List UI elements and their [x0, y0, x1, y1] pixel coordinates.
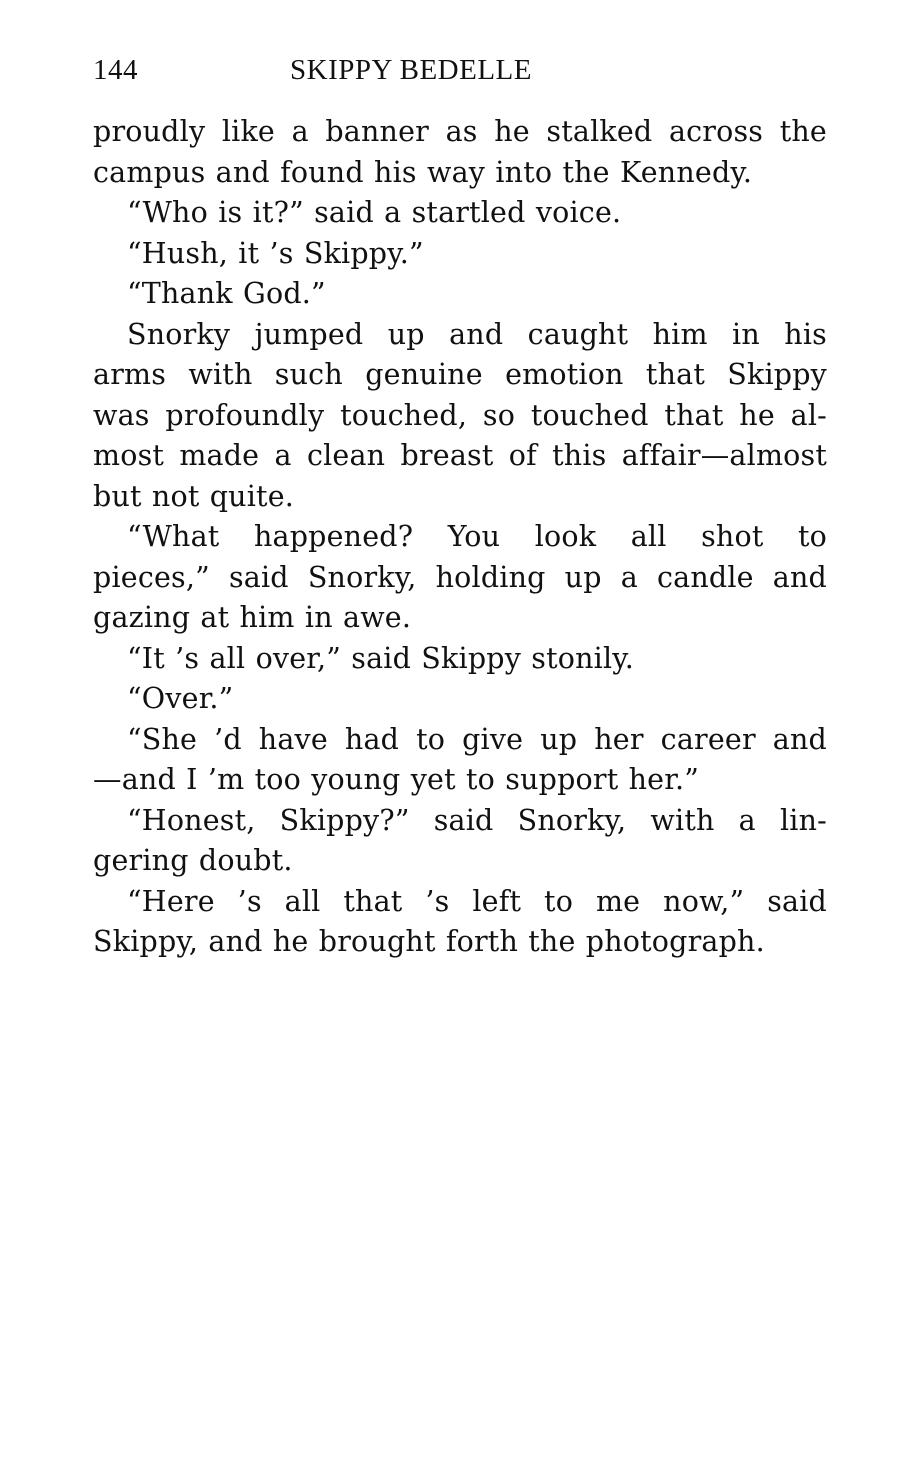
text-line: “It ’s all over,” said Skippy stonily.	[127, 641, 635, 675]
page-header	[93, 50, 633, 90]
text-line: “What happened? You look all shot to	[127, 520, 827, 553]
body-text	[93, 112, 827, 963]
text-line: “She ’d have had to give up her career and	[127, 722, 827, 756]
text-line: Snorky jumped up and caught him in his	[127, 317, 827, 351]
text-line: “Hush, it ’s Skippy.”	[127, 236, 424, 270]
text-line: “Who is it?” said a startled voice.	[127, 196, 622, 229]
text-line: pieces,” said Snorky, holding up a candle and	[93, 560, 827, 594]
text-line: arms with such genuine emotion that Skippy	[93, 358, 827, 391]
text-line: “Thank God.”	[127, 277, 326, 310]
text-line: campus and found his way into the Kennedy.	[93, 155, 753, 189]
text-line: most made a clean breast of this affair—almost	[93, 439, 827, 472]
text-line: but not quite.	[93, 479, 295, 513]
text-line: gering doubt.	[93, 844, 293, 877]
running-head: SKIPPY BEDELLE	[290, 54, 532, 86]
text-line: was profoundly touched, so touched that he al-	[93, 398, 827, 432]
text-line: “Over.”	[127, 682, 234, 715]
text-line: —and I ’m too young yet to support her.”	[93, 763, 699, 796]
text-line: Skippy, and he brought forth the photograph.	[93, 925, 765, 958]
text-line: “Here ’s all that ’s left to me now,” said	[127, 884, 827, 918]
text-line: proudly like a banner as he stalked across the	[93, 115, 827, 148]
text-line: “Honest, Skippy?” said Snorky, with a lin-	[127, 803, 827, 837]
page-number: 144	[93, 54, 138, 86]
text-line: gazing at him in awe.	[93, 601, 412, 634]
